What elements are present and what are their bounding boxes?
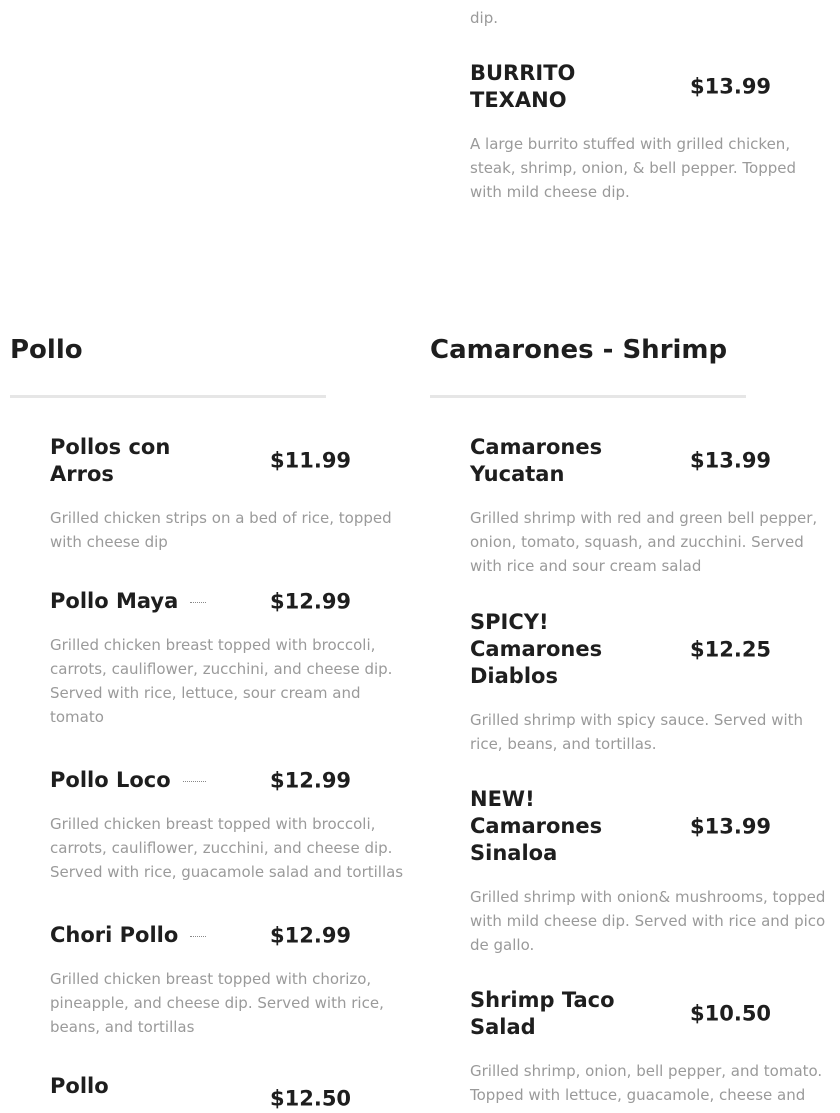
item-price: $10.50 — [690, 1001, 772, 1026]
item-name: Pollo Loco — [50, 768, 171, 792]
menu-item-camarones-diablos — [470, 609, 830, 756]
item-price: $12.99 — [270, 589, 352, 613]
item-name: Camarones Yucatan — [470, 435, 603, 486]
section-title-camarones: Camarones - Shrimp — [430, 335, 728, 365]
menu-item-chori-pollo — [50, 922, 410, 1039]
item-name: Pollo Maya — [50, 589, 179, 613]
item-description: A large burrito stuffed with grilled chicken, steak, shrimp, onion, & bell pepper. Topped with mild cheese dip. — [470, 135, 796, 201]
item-price: $13.99 — [690, 74, 772, 99]
item-price: $12.99 — [270, 768, 352, 792]
item-description: Grilled shrimp, onion, bell pepper, and tomato. Topped with lettuce, guacamole, cheese and — [470, 1062, 823, 1104]
menu-item-pollos-con-arros — [50, 434, 410, 554]
menu-item-pollo-loco — [50, 767, 410, 884]
menu-item-burrito-texano — [470, 60, 830, 204]
item-price: $12.25 — [690, 637, 772, 661]
menu-item-camarones-yucatan — [470, 434, 830, 578]
partial-item-desc: dip. — [470, 9, 498, 27]
item-description: Grilled chicken breast topped with broccoli, carrots, cauliflower, zucchini, and cheese dip. Served with rice, guacamole salad and tortillas — [50, 815, 404, 881]
dotted-leader — [190, 936, 206, 937]
menu-item-pollo — [50, 1073, 410, 1111]
section-title-pollo: Pollo — [10, 335, 83, 365]
item-name: Shrimp Taco Salad — [470, 988, 615, 1039]
item-name: Chori Pollo — [50, 923, 179, 947]
item-description: Grilled shrimp with red and green bell pepper, onion, tomato, squash, and zucchini. Served with rice and sour cream salad — [470, 509, 818, 575]
item-description: Grilled chicken strips on a bed of rice, topped with cheese dip — [50, 509, 392, 551]
item-price: $13.99 — [690, 448, 772, 473]
item-price: $13.99 — [690, 814, 772, 838]
menu-item-pollo-maya — [50, 588, 410, 729]
item-name: BURRITO TEXANO — [470, 61, 576, 112]
dotted-leader — [183, 781, 206, 782]
item-name: Pollo — [50, 1074, 109, 1098]
item-name: NEW! Camarones Sinaloa — [470, 787, 603, 865]
section-divider — [430, 395, 746, 398]
item-description: Grilled chicken breast topped with chorizo, pineapple, and cheese dip. Served with rice, beans, and tortillas — [50, 970, 384, 1036]
item-name: SPICY! Camarones Diablos — [470, 610, 603, 688]
menu-item-camarones-sinaloa — [470, 786, 830, 957]
item-price: $11.99 — [270, 448, 352, 473]
item-description: Grilled shrimp with onion& mushrooms, topped with mild cheese dip. Served with rice and pico de gallo. — [470, 888, 826, 954]
dotted-leader — [190, 602, 206, 603]
item-price: $12.50 — [270, 1086, 352, 1111]
item-description: Grilled shrimp with spicy sauce. Served with rice, beans, and tortillas. — [470, 711, 804, 753]
menu-item-shrimp-taco-salad — [470, 987, 830, 1107]
section-divider — [10, 395, 326, 398]
item-name: Pollos con Arros — [50, 435, 171, 486]
item-description: Grilled chicken breast topped with broccoli, carrots, cauliflower, zucchini, and cheese dip. Served with rice, lettuce, sour cream and tomato — [50, 636, 393, 726]
item-price: $12.99 — [270, 923, 352, 947]
